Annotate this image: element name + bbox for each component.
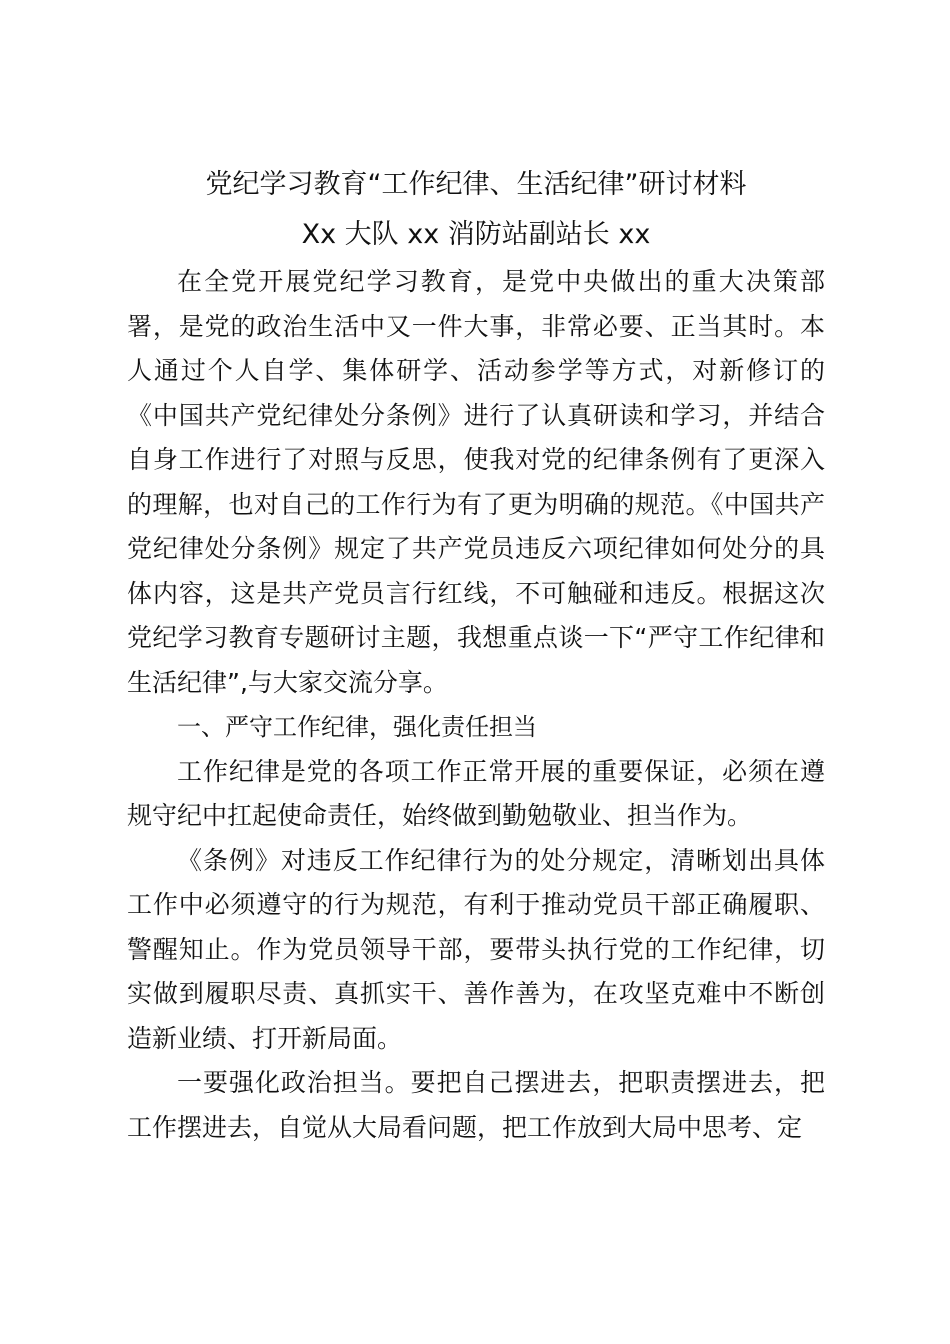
section-1-paragraph-3: 一要强化政治担当。要把自己摆进去，把职责摆进去，把工作摆进去，自觉从大局看问题，把工作放到大局中思考、定 <box>127 1068 825 1142</box>
section-1-paragraph-2: 《条例》对违反工作纪律行为的处分规定，清晰划出具体工作中必须遵守的行为规范，有利于推动党员干部正确履职、警醒知止。作为党员领导干部，要带头执行党的工作纪律，切实做到履职尽责、真抓实干、善作善为，在攻坚克难中不断创造新业绩、打开新局面。 <box>127 845 825 1053</box>
section-heading-1: 一、严守工作纪律，强化责任担当 <box>177 713 537 741</box>
document-body <box>127 160 825 1150</box>
document-title: 党纪学习教育“工作纪律、生活纪律”研讨材料 <box>205 169 747 200</box>
document-author-line: Xx 大队 xx 消防站副站长 xx <box>301 219 651 250</box>
section-1-paragraph-1: 工作纪律是党的各项工作正常开展的重要保证，必须在遵规守纪中扛起使命责任，始终做到勤勉敬业、担当作为。 <box>127 756 825 830</box>
intro-paragraph: 在全党开展党纪学习教育，是党中央做出的重大决策部署，是党的政治生活中又一件大事，非常必要、正当其时。本人通过个人自学、集体研学、活动参学等方式，对新修订的《中国共产党纪律处分条例》进行了认真研读和学习，并结合自身工作进行了对照与反思，使我对党的纪律条例有了更深入的理解，也对自己的工作行为有了更为明确的规范。《中国共产党纪律处分条例》规定了共产党员违反六项纪律如何处分的具体内容，这是共产党员言行红线，不可触碰和违反。根据这次党纪学习教育专题研讨主题，我想重点谈一下“严守工作纪律和生活纪律”,与大家交流分享。 <box>127 267 825 697</box>
